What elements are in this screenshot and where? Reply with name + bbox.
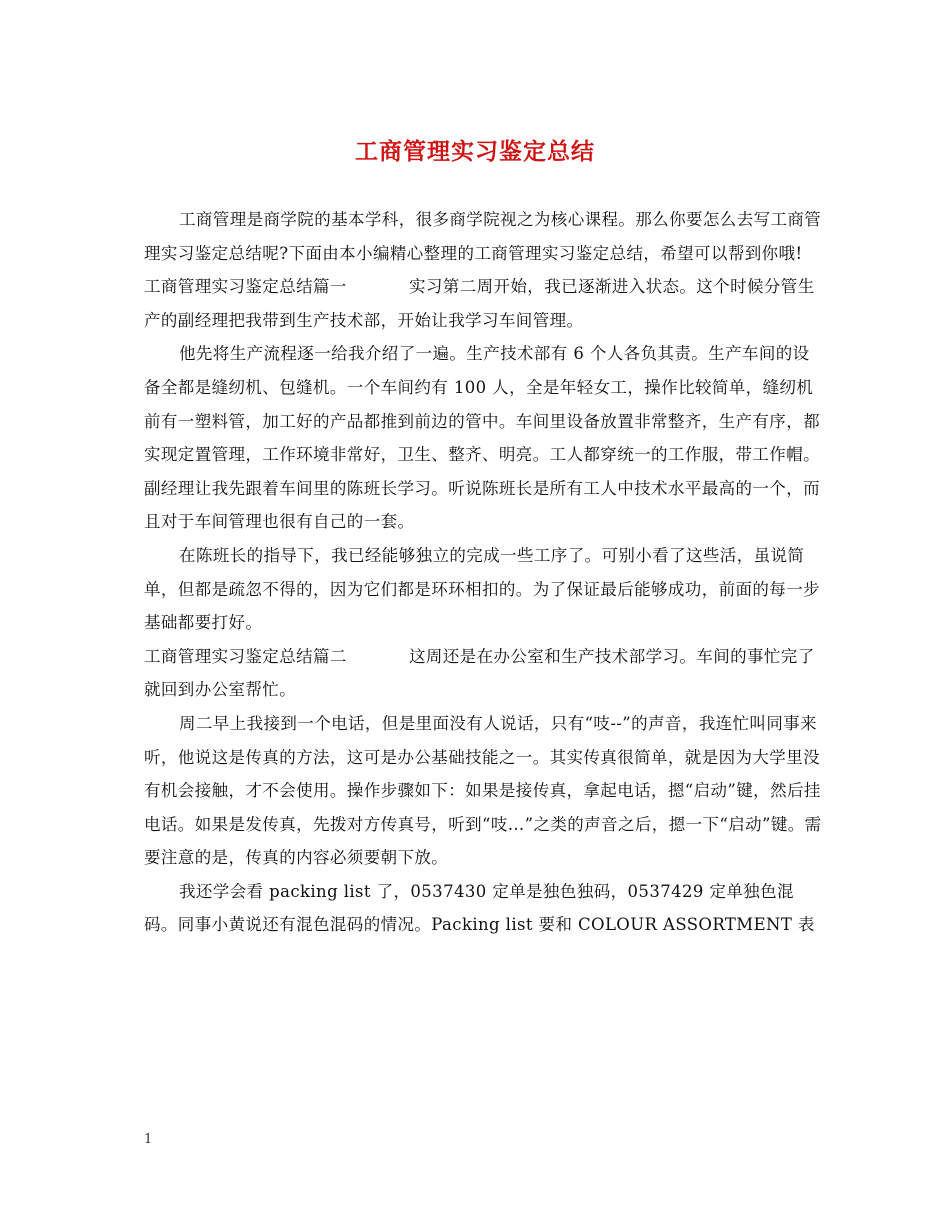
section-heading-one: 工商管理实习鉴定总结篇一 <box>144 277 347 297</box>
paragraph-intro: 工商管理是商学院的基本学科，很多商学院视之为核心课程。那么你要怎么去写工商管理实习鉴定总结呢?下面由本小编精心整理的工商管理实习鉴定总结，希望可以帮到你哦! <box>144 210 822 263</box>
section-one-text: 实习第二周开始，我已逐渐进入状态。这个时候分管生产的副经理把我带到生产技术部，开始让我学习车间管理。 <box>144 277 815 330</box>
paragraph-section-two <box>144 640 822 707</box>
paragraph-section-one <box>144 270 822 337</box>
paragraph-production-intro: 他先将生产流程逐一给我介绍了一遍。生产技术部有 6 个人各负其责。生产车间的设备全都是缝纫机、包缝机。一个车间约有 100 人，全是年轻女工，操作比较简单，缝纫机前有一塑料管，加工好的产品都推到前边的管中。车间里设备放置非常整齐，生产有序，都实现定置管理，工作环境非常好，卫生、整齐、明亮。工人都穿统一的工作服，带工作帽。副经理让我先跟着车间里的陈班长学习。听说陈班长是所有工人中技术水平最高的一个，而且对于车间管理也很有自己的一套。 <box>144 344 820 532</box>
section-heading-two: 工商管理实习鉴定总结篇二 <box>144 646 347 666</box>
section-two-text: 这周还是在办公室和生产技术部学习。车间的事忙完了就回到办公室帮忙。 <box>144 646 815 700</box>
page-number: 1 <box>144 1132 153 1147</box>
document-title: 工商管理实习鉴定总结 <box>355 139 595 165</box>
paragraph-fax: 周二早上我接到一个电话，但是里面没有人说话，只有“吱--”的声音，我连忙叫同事来听，他说这是传真的方法，这可是办公基础技能之一。其实传真很简单，就是因为大学里没有机会接触，才不会使用。操作步骤如下：如果是接传真，拿起电话，摁“启动”键，然后挂电话。如果是发传真，先拨对方传真号，听到“吱…”之类的声音之后，摁一下“启动”键。需要注意的是，传真的内容必须要朝下放。 <box>144 713 822 868</box>
document-body <box>144 203 822 942</box>
paragraph-team-leader: 在陈班长的指导下，我已经能够独立的完成一些工序了。可别小看了这些活，虽说简单，但都是疏忽不得的，因为它们都是环环相扣的。为了保证最后能够成功，前面的每一步基础都要打好。 <box>144 545 820 633</box>
paragraph-packing-list: 我还学会看 packing list 了，0537430 定单是独色独码，0537429 定单独色混码。同事小黄说还有混色混码的情况。Packing list 要和 COLOUR ASSORTMENT 表 <box>144 881 815 935</box>
